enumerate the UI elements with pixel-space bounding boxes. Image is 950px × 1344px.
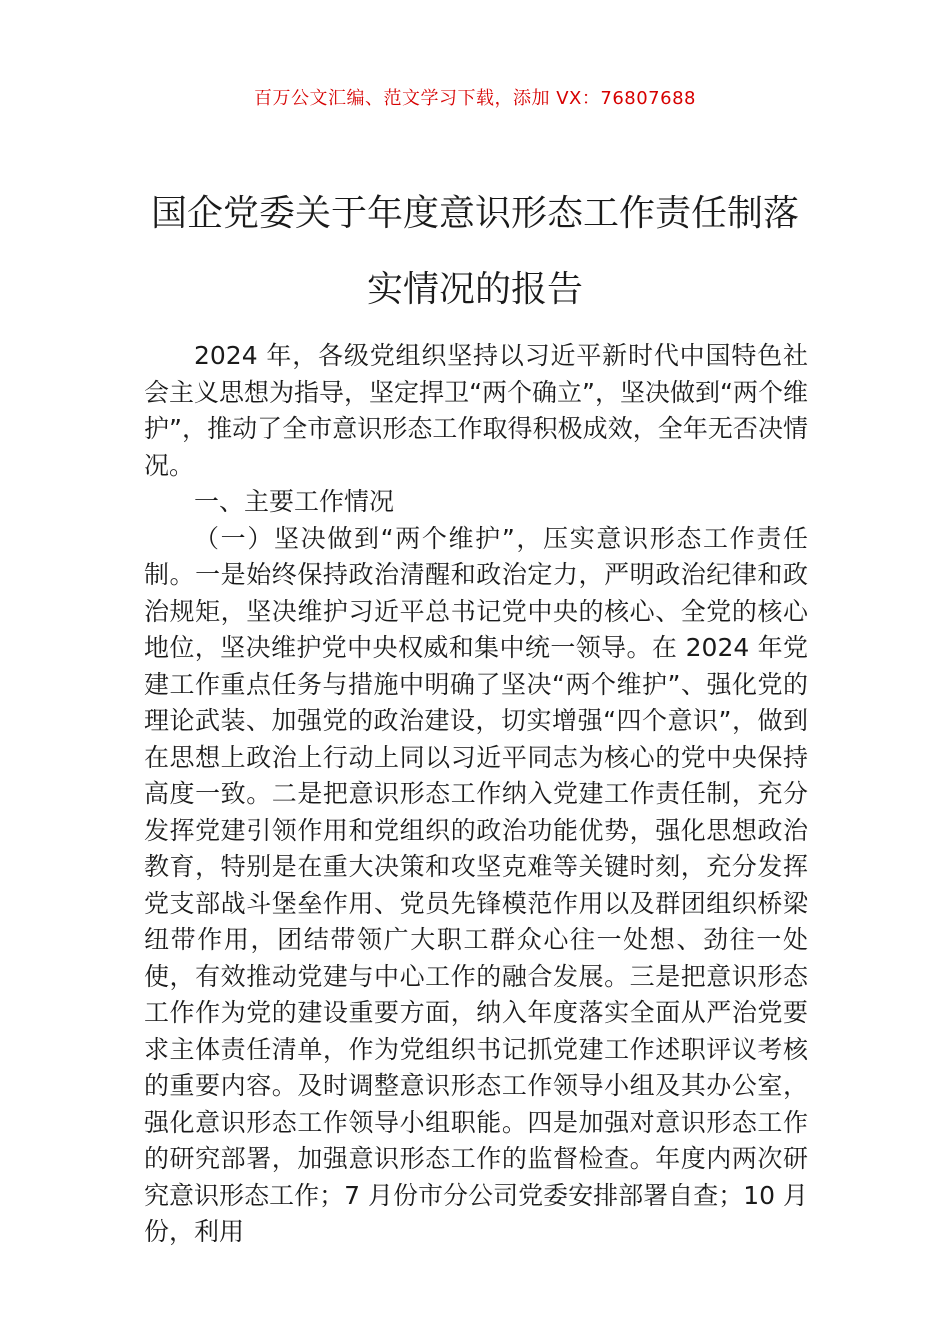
document-title: 国企党委关于年度意识形态工作责任制落实情况的报告 <box>150 193 799 310</box>
paragraph-intro: 2024 年，各级党组织坚持以习近平新时代中国特色社会主义思想为指导，坚定捍卫“两个确立”，坚决做到“两个维护”，推动了全市意识形态工作取得积极成效，全年无否决情况。 <box>144 341 808 480</box>
document-body <box>144 338 808 1251</box>
section-heading: 一、主要工作情况 <box>194 487 395 516</box>
paragraph-section-1: （一）坚决做到“两个维护”，压实意识形态工作责任制。一是始终保持政治清醒和政治定力，严明政治纪律和政治规矩，坚决维护习近平总书记党中央的核心、全党的核心地位，坚决维护党中央权威和集中统一领导。在 2024 年党建工作重点任务与措施中明确了坚决“两个维护”、强化党的理论武装、加强党的政治建设，切实增强“四个意识”，做到在思想上政治上行动上同以习近平同志为核心的党中央保持高度一致。二是把意识形态工作纳入党建工作责任制，充分发挥党建引领作用和党组织的政治功能优势，强化思想政治教育，特别是在重大决策和攻坚克难等关键时刻，充分发挥党支部战斗堡垒作用、党员先锋模范作用以及群团组织桥梁纽带作用，团结带领广大职工群众心往一处想、劲往一处使，有效推动党建与中心工作的融合发展。三是把意识形态工作作为党的建设重要方面，纳入年度落实全面从严治党要求主体责任清单，作为党组织书记抓党建工作述职评议考核的重要内容。及时调整意识形态工作领导小组及其办公室，强化意识形态工作领导小组职能。四是加强对意识形态工作的研究部署，加强意识形态工作的监督检查。年度内两次研究意识形态工作；7 月份市分公司党委安排部署自查；10 月份，利用 <box>144 523 808 1246</box>
header-note: 百万公文汇编、范文学习下载，添加 VX：76807688 <box>254 88 696 109</box>
